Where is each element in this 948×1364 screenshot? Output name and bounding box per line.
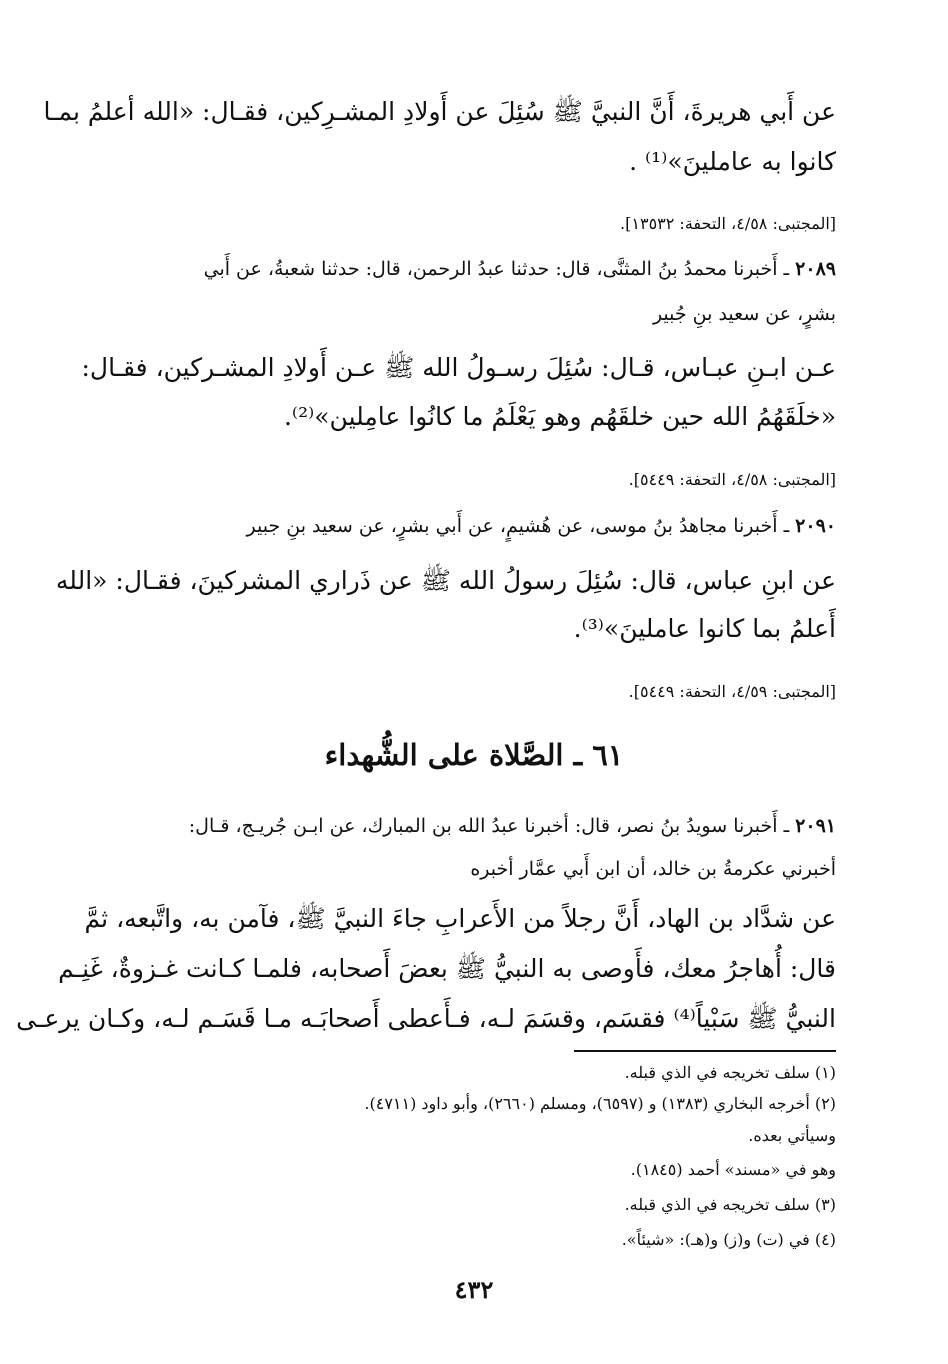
footnote-4: (٤) في (ت) و(ز) و(هـ): «شيئاً». — [621, 1230, 836, 1249]
hadith-2088-text-line-1: عن أَبي هريرةَ، أَنَّ النبيَّ ﷺ سُئِلَ عن أَولادِ المشـرِكين، فقـال: «الله أعلمُ بمـا — [43, 97, 836, 126]
footnote-3: (٣) سلف تخريجه في الذي قبله. — [624, 1195, 836, 1214]
footnote-2-continuation-2: وهو في «مسند» أحمد (١٨٤٥). — [630, 1160, 836, 1179]
hadith-2089-text-line-1: عـن ابـنِ عبـاس، قـال: سُئِلَ رسـولُ الله ﷺ عـن أَولادِ المشـركين، فقـال: — [81, 353, 836, 382]
isnad-text: ـ أَخبرنا مجاهدُ بنُ موسى، عن هُشيمٍ، عن أَبي بشرٍ، عن سعيد بنِ جبير — [246, 515, 796, 537]
hadith-2090-text-line-2: أَعلمُ بما كانوا عاملينَ»⁽³⁾. — [573, 614, 836, 643]
hadith-2088-reference: [المجتبى: ٤/٥٨، التحفة: ١٣٥٣٢]. — [620, 214, 836, 233]
chapter-heading: ٦١ ـ الصَّلاة على الشُّهداء — [324, 738, 624, 772]
hadith-2089-isnad-line-2: بشرٍ، عن سعيد بنِ جُبير — [652, 303, 836, 325]
footnote-separator — [574, 1050, 836, 1052]
hadith-2090-text-line-1: عن ابنِ عباس، قال: سُئِلَ رسولُ الله ﷺ عن ذَراري المشركينَ، فقـال: «الله — [55, 566, 836, 595]
footnote-1: (١) سلف تخريجه في الذي قبله. — [624, 1063, 836, 1082]
hadith-2091-text-line-3: النبيُّ ﷺ سَبْياً⁽⁴⁾ فقسَم، وقسَمَ لـه، فـأَعطى أَصحابَـه مـا قَسَـم لـه، وكـان يرعـى — [16, 1004, 836, 1033]
hadith-number: ٢٠٨٩ — [795, 258, 836, 280]
hadith-2090-isnad-line-1 — [112, 515, 836, 537]
hadith-2091-text-line-1: عن شدَّاد بن الهاد، أَنَّ رجلاً من الأَعرابِ جاءَ النبيَّ ﷺ، فآمن به، واتَّبعه، ثمَّ — [84, 904, 836, 933]
hadith-2089-isnad-line-1 — [112, 258, 836, 280]
hadith-2091-isnad-line-1 — [112, 815, 836, 837]
footnote-2-continuation: وسيأتي بعده. — [748, 1126, 836, 1145]
isnad-text: ـ أَخبرنا سويدُ بنُ نصر، قال: أخبرنا عبدُ الله بن المبارك، عن ابـن جُريـج، قـال: — [188, 815, 796, 837]
hadith-2089-text-line-2: «خلَقَهُمُ الله حين خلقَهُم وهو يَعْلَمُ ما كانُوا عامِلين»⁽²⁾. — [283, 402, 836, 431]
hadith-2091-text-line-2: قال: أُهاجرُ معك، فأَوصى به النبيُّ ﷺ بعضَ أَصحابه، فلمـا كـانت غـزوةٌ، غَنِـم — [58, 954, 836, 983]
hadith-2091-isnad-line-2: أخبرني عكرمةُ بن خالد، أن ابن أَبي عمَّار أخبره — [470, 858, 836, 880]
hadith-number: ٢٠٩٠ — [795, 515, 836, 537]
hadith-2089-reference: [المجتبى: ٤/٥٨، التحفة: ٥٤٤٩]. — [628, 470, 836, 489]
hadith-number: ٢٠٩١ — [795, 815, 836, 837]
hadith-2088-text-line-2: كانوا به عاملينَ»⁽¹⁾ . — [629, 147, 836, 176]
isnad-text: ـ أَخبرنا محمدُ بنُ المثنَّى، قال: حدثنا عبدُ الرحمن، قال: حدثنا شعبةُ، عن أَبي — [203, 258, 796, 280]
footnote-2: (٢) أخرجه البخاري (١٣٨٣) و (٦٥٩٧)، ومسلم (٢٦٦٠)، وأبو داود (٤٧١١). — [364, 1094, 836, 1113]
hadith-2090-reference: [المجتبى: ٤/٥٩، التحفة: ٥٤٤٩]. — [628, 682, 836, 701]
page-number: ٤٣٢ — [454, 1275, 494, 1304]
